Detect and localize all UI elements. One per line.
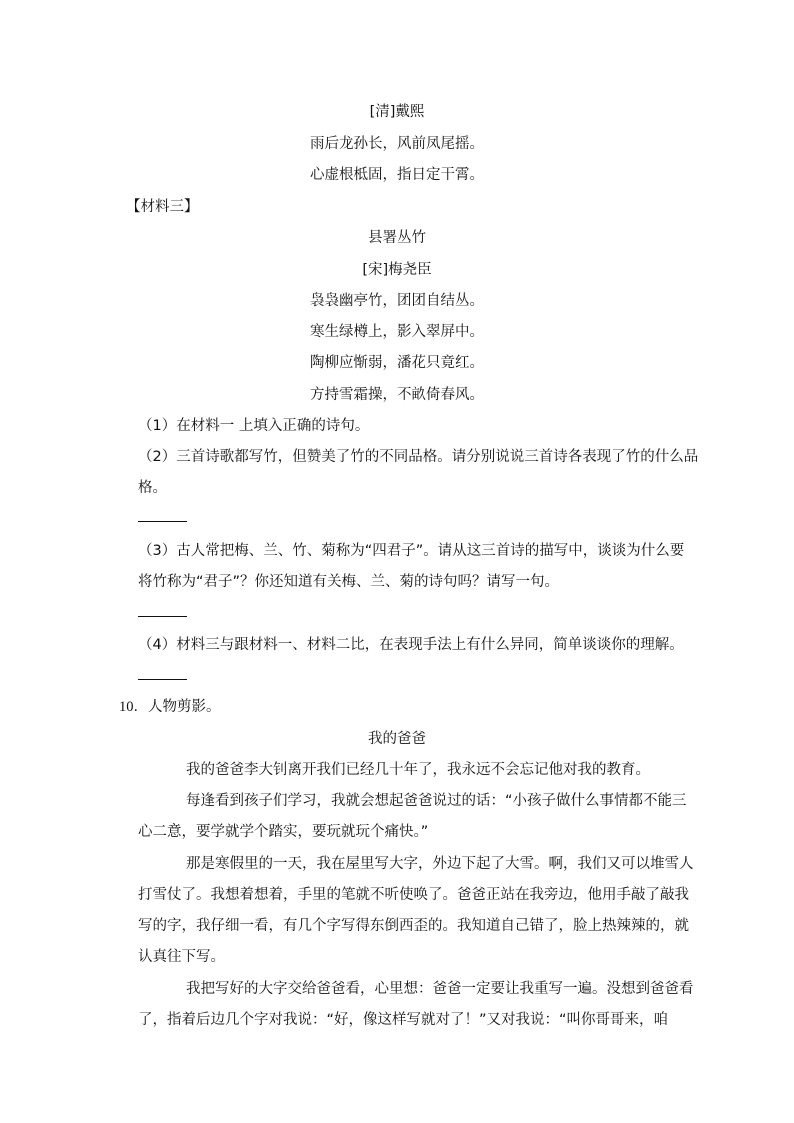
question-2-line-1: （2）三首诗歌都写竹，但赞美了竹的不同品格。请分别说说三首诗各表现了竹的什么品 xyxy=(138,449,699,465)
passage-paragraph-3-line-1: 那是寒假里的一天，我在屋里写大字，外边下起了大雪。啊，我们又可以堆雪人 xyxy=(186,856,694,872)
passage-paragraph-3-line-4: 认真往下写。 xyxy=(138,949,225,965)
poem2-line-2: 心虚根柢固，指日定干霄。 xyxy=(310,167,484,183)
material3-line-1: 袅袅幽亭竹，团团自结丛。 xyxy=(310,293,484,309)
material3-heading: 【材料三】 xyxy=(126,199,199,215)
passage-paragraph-4-line-1: 我把写好的大字交给爸爸看，心里想：爸爸一定要让我重写一遍。没想到爸爸看 xyxy=(186,981,694,997)
answer-blank-4 xyxy=(138,679,187,680)
question-3-line-2: 将竹称为“君子”？你还知道有关梅、兰、菊的诗句吗？请写一句。 xyxy=(138,574,560,590)
passage-paragraph-2-line-1: 每逢看到孩子们学习，我就会想起爸爸说过的话：“小孩子做什么事情都不能三 xyxy=(186,793,687,809)
answer-blank-2 xyxy=(138,521,187,522)
passage-title: 我的爸爸 xyxy=(368,731,426,747)
question-1: （1）在材料一 上填入正确的诗句。 xyxy=(138,418,370,434)
passage-paragraph-3-line-2: 打雪仗了。我想着想着，手里的笔就不听使唤了。爸爸正站在我旁边，他用手敲了敲我 xyxy=(138,887,689,903)
question-10-label: 10．人物剪影。 xyxy=(119,699,221,715)
passage-paragraph-2-line-2: 心二意，要学就学个踏实，要玩就玩个痛快。” xyxy=(138,824,429,840)
material3-author: [宋]梅尧臣 xyxy=(362,262,432,278)
question-4: （4）材料三与跟材料一、材料二比，在表现手法上有什么异同，简单谈谈你的理解。 xyxy=(138,637,684,653)
poem2-author: [清]戴熙 xyxy=(369,104,425,120)
question-3-line-1: （3）古人常把梅、兰、竹、菊称为“四君子”。请从这三首诗的描写中，谈谈为什么要 xyxy=(138,543,685,559)
poem2-line-1: 雨后龙孙长，风前凤尾摇。 xyxy=(310,136,484,152)
material3-line-3: 陶柳应惭弱，潘花只竟红。 xyxy=(310,355,484,371)
material3-title: 县署丛竹 xyxy=(368,230,426,246)
question-2-line-2: 格。 xyxy=(138,480,167,496)
material3-line-4: 方持雪霜操，不畝倚春风。 xyxy=(310,387,484,403)
passage-paragraph-3-line-3: 写的字，我仔细一看，有几个字写得东倒西歪的。我知道自己错了，脸上热辣辣的，就 xyxy=(138,918,689,934)
answer-blank-3 xyxy=(138,616,187,617)
passage-paragraph-1: 我的爸爸李大钊离开我们已经几十年了，我永远不会忘记他对我的教育。 xyxy=(186,762,650,778)
material3-line-2: 寒生绿樽上，影入翠屏中。 xyxy=(310,324,484,340)
passage-paragraph-4-line-2: 了，指着后边几个字对我说：“好，像这样写就对了！”又对我说：“叫你哥哥来，咱 xyxy=(138,1012,669,1028)
